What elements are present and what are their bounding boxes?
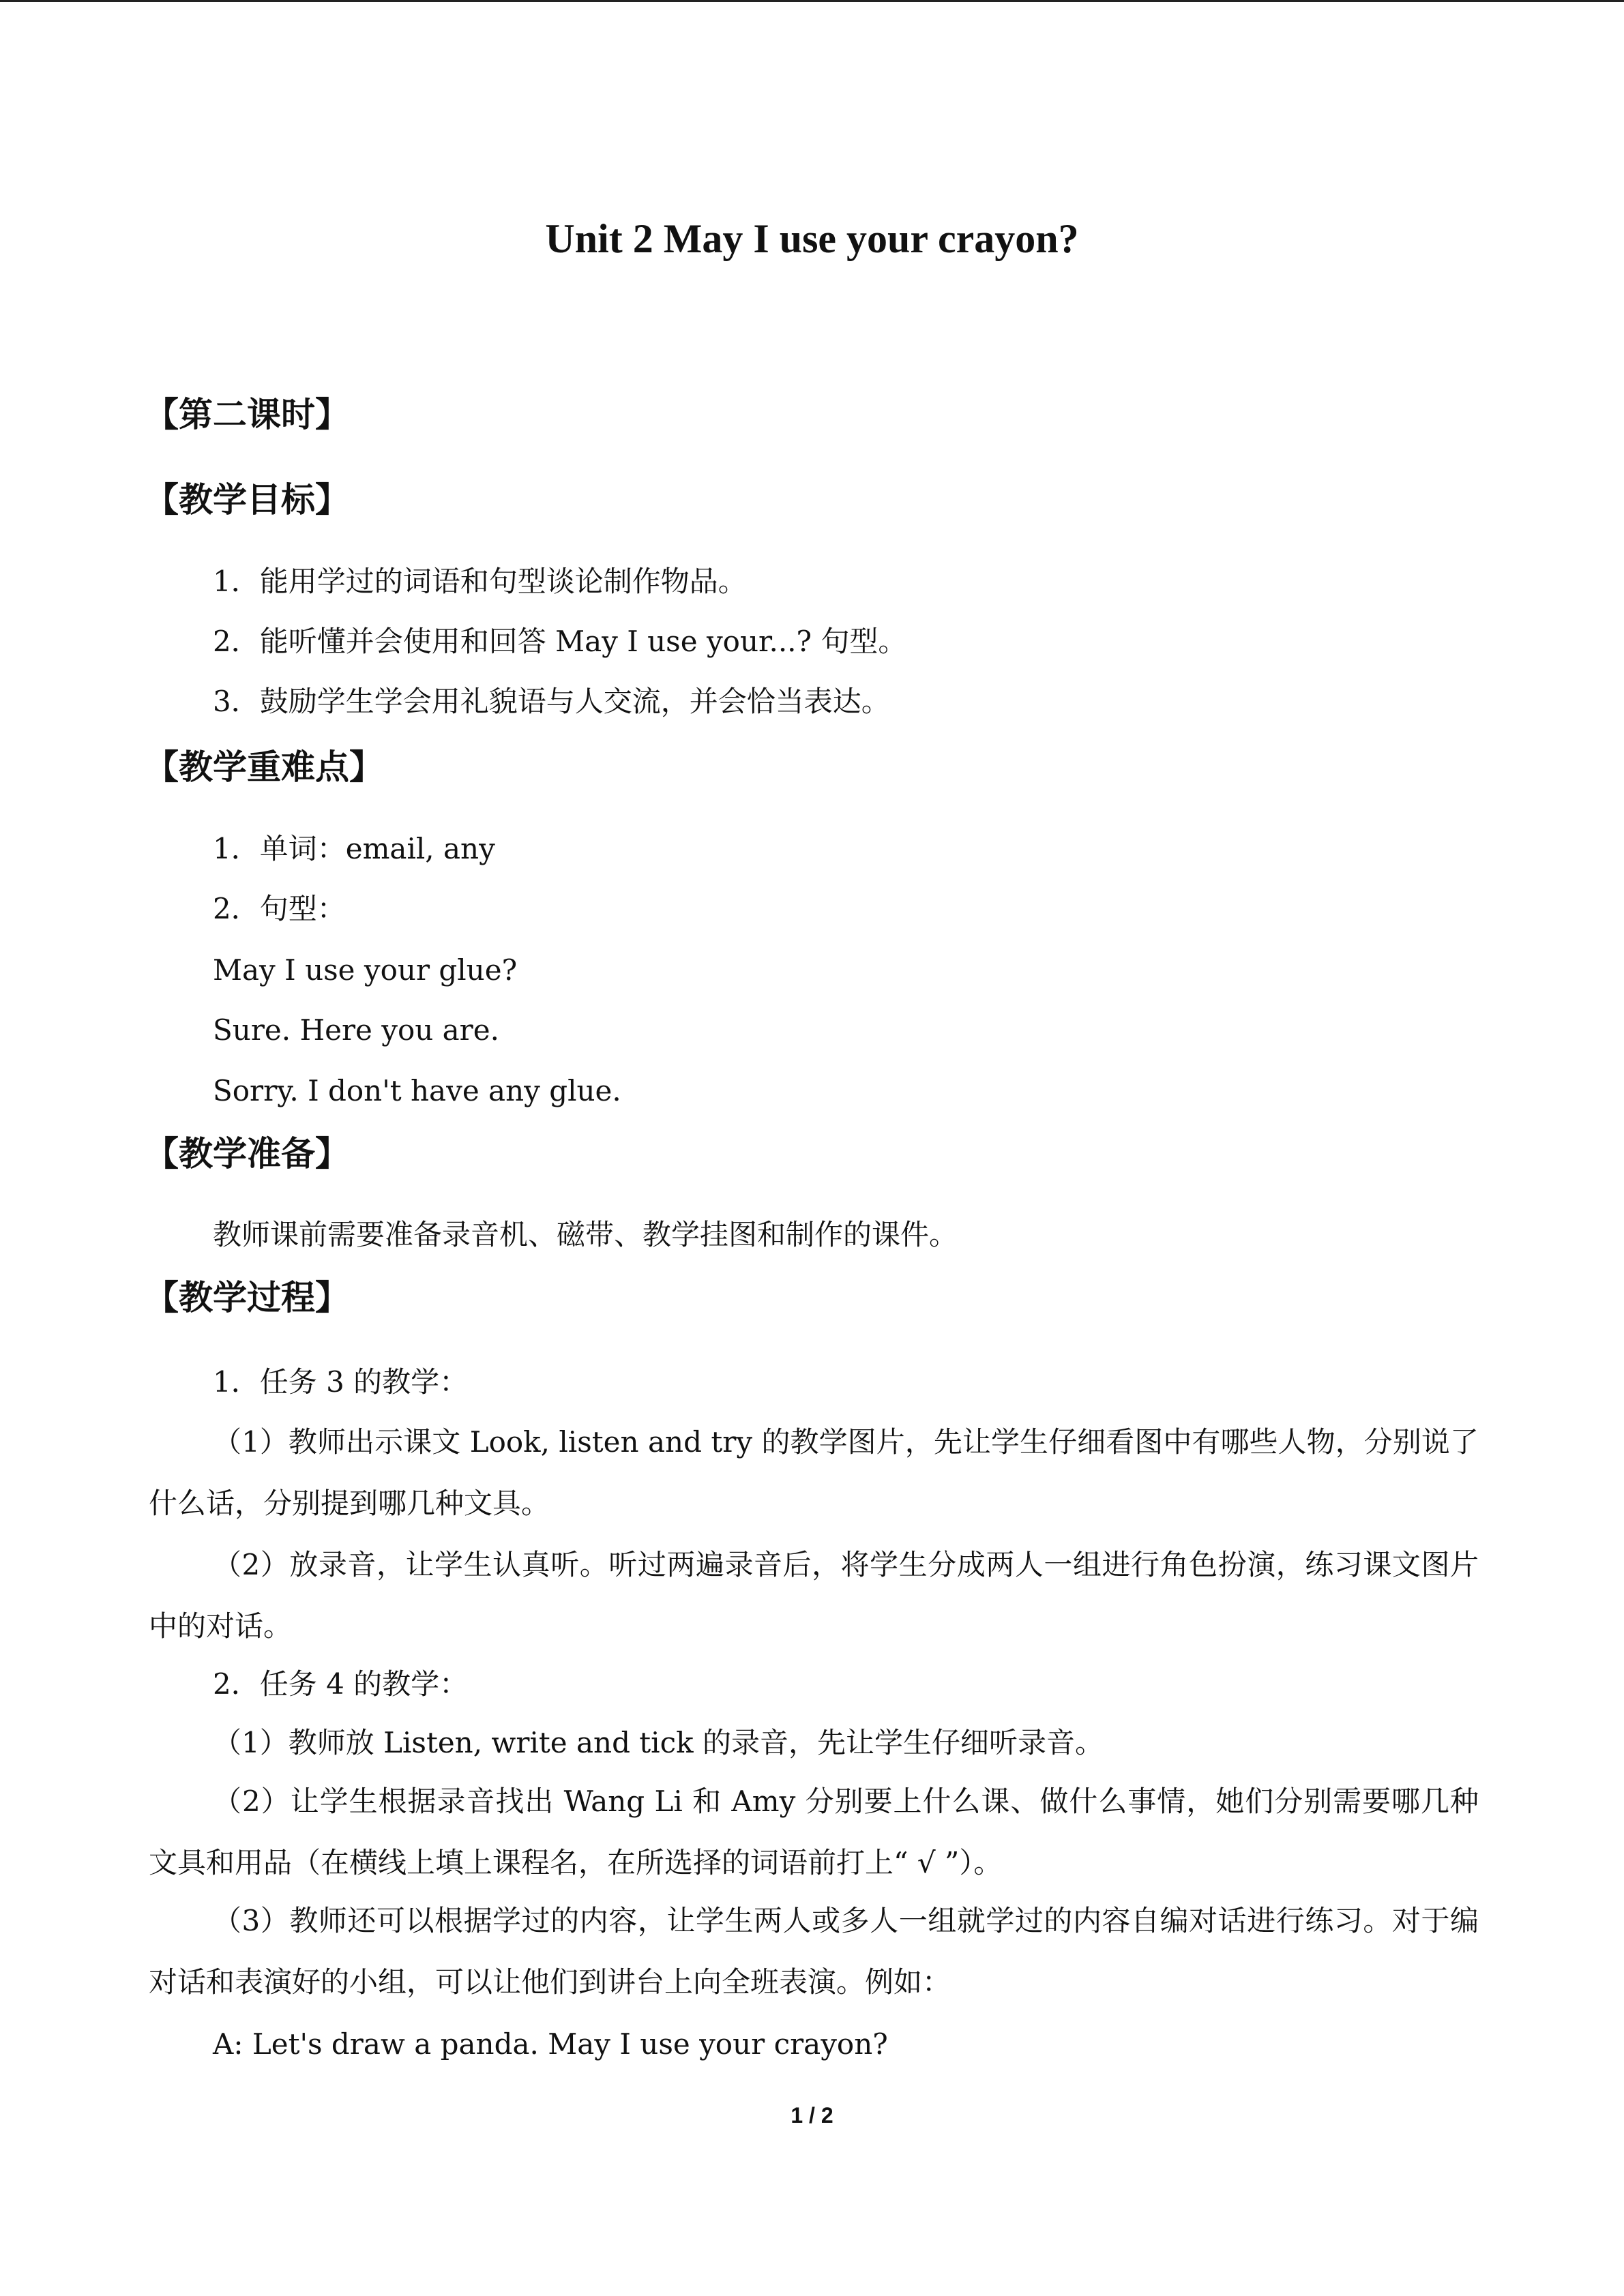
section-heading-process: 【教学过程】 xyxy=(145,1278,349,1317)
section-heading-preparation: 【教学准备】 xyxy=(145,1134,349,1174)
page-title: Unit 2 May I use your crayon? xyxy=(545,216,1079,261)
key-point-sentence-1: May I use your glue? xyxy=(213,953,518,987)
section-heading-objectives: 【教学目标】 xyxy=(145,480,349,520)
example-dialogue-a: A: Let's draw a panda. May I use your crayon? xyxy=(213,2027,888,2061)
task3-paragraph-1: （1）教师出示课文 Look, listen and try 的教学图片，先让学生仔细看图中有哪些人物，分别说了什么话，分别提到哪几种文具。 xyxy=(149,1425,1479,1520)
section-heading-lesson: 【第二课时】 xyxy=(145,395,349,434)
task4-paragraph-3: （3）教师还可以根据学过的内容，让学生两人或多人一组就学过的内容自编对话进行练习。对于编对话和表演好的小组，可以让他们到讲台上向全班表演。例如： xyxy=(149,1904,1479,1999)
objective-item-2: 2．能听懂并会使用和回答 May I use your...? 句型。 xyxy=(213,625,907,658)
section-heading-key-points: 【教学重难点】 xyxy=(145,747,383,787)
key-point-vocabulary: 1．单词：email, any xyxy=(213,832,495,865)
objective-item-1: 1．能用学过的词语和句型谈论制作物品。 xyxy=(213,565,747,598)
key-point-sentences-label: 2．句型： xyxy=(213,892,346,925)
task3-paragraph-2: （2）放录音，让学生认真听。听过两遍录音后，将学生分成两人一组进行角色扮演，练习课文图片中的对话。 xyxy=(149,1548,1479,1643)
page-number: 1 / 2 xyxy=(791,2103,833,2128)
task4-paragraph-2: （2）让学生根据录音找出 Wang Li 和 Amy 分别要上什么课、做什么事情，她们分别需要哪几种文具和用品（在横线上填上课程名，在所选择的词语前打上“ √ ”）。 xyxy=(149,1785,1479,1879)
preparation-text: 教师课前需要准备录音机、磁带、教学挂图和制作的课件。 xyxy=(213,1218,958,1251)
key-point-sentence-2: Sure. Here you are. xyxy=(213,1013,499,1047)
task4-paragraph-1: （1）教师放 Listen, write and tick 的录音，先让学生仔细听录音。 xyxy=(213,1726,1104,1759)
task4-title: 2．任务 4 的教学： xyxy=(213,1667,469,1701)
task3-title: 1．任务 3 的教学： xyxy=(213,1365,469,1399)
key-point-sentence-3: Sorry. I don't have any glue. xyxy=(213,1074,621,1107)
objective-item-3: 3．鼓励学生学会用礼貌语与人交流，并会恰当表达。 xyxy=(213,685,890,718)
